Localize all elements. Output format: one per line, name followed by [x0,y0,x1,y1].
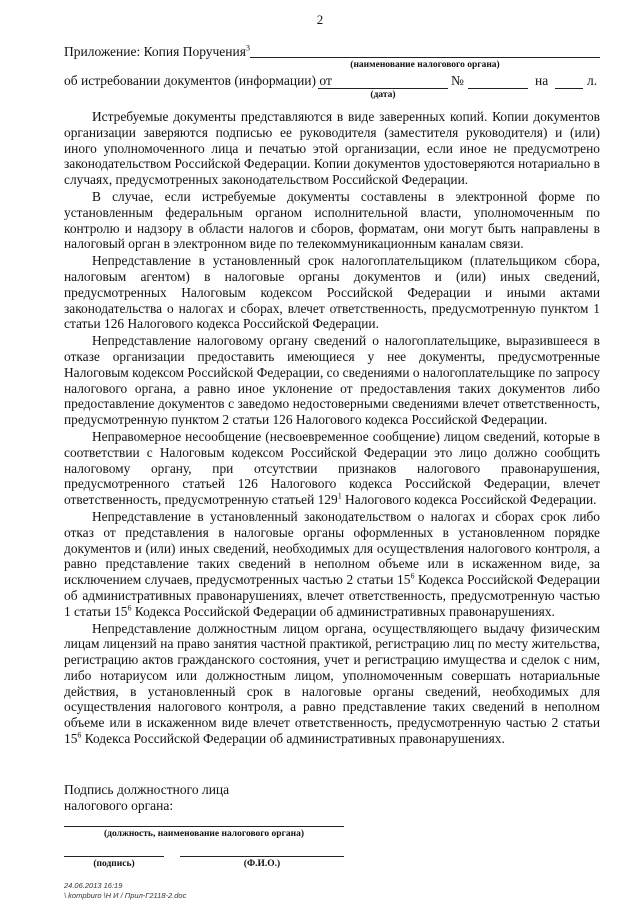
pages-label: л. [587,73,598,88]
paragraph-electronic-form: В случае, если истребуемые документы составлены в электронной форме по установленным федеральным органом исполнительной власти, уполномоченным по контролю и надзору в области налогов и сборов, форматам, они могут быть направлены в налоговый орган в электронном виде по телекоммуникационным каналам связи. [64,188,600,252]
paragraph-non-submission-15-6-1 [64,509,600,620]
full-name-line [180,856,344,857]
full-name-caption: (Ф.И.О.) [243,859,281,869]
signature-label-line1: Подпись должностного лица [64,782,230,797]
date-line [318,88,448,89]
signature-line [64,856,164,857]
paragraph-official-non-submission-15-6-2 [64,621,600,747]
appendix-label-text: Приложение: Копия Поручения [64,44,246,59]
request-label: об истребовании документов (информации) от [64,73,332,88]
position-line [64,826,344,827]
date-caption: (дата) [370,90,396,100]
p6-text-c: Кодекса Российской Федерации об административных правонарушениях. [131,603,555,619]
on-label: на [535,73,549,88]
footer-file-path: \ kompburo \Н И / Прил-Г2118-2.doc [64,891,187,900]
p5-text-b: Налогового кодекса Российской Федерации. [341,492,597,508]
tax-authority-caption: (наименование налогового органа) [350,60,500,70]
p5-text-a: Неправомерное несообщение (несвоевременное сообщение) лицом сведений, которые в соответствии с Налоговым кодексом Российской Федерации это лицо должно сообщить налоговому органу, при отсутствии признаков налогового правонарушения, предусмотренного статьей 126 Налогового кодекса Российской Федерации, влечет ответственность, предусмотренную статьей 129 [64,428,600,508]
number-line [468,88,528,89]
paragraph-non-reporting-129-1 [64,429,600,508]
tax-authority-line [250,57,600,58]
document-body [64,109,600,748]
p7-text-b: Кодекса Российской Федерации об административных правонарушениях. [81,731,505,747]
signature-label-line2: налогового органа: [64,798,174,813]
paragraph-non-submission-126-2: Непредставление налоговому органу сведений о налогоплательщике, выразившееся в отказе организации предоставить имеющиеся у нее документы, предусмотренные Налоговым кодексом Российской Федерации, со сведениями о налогоплательщике по запросу налогового органа, а равно иное уклонение от предоставления таких документов либо предоставление документов с заведомо недостоверными сведениями влечет ответственность, предусмотренную пунктом 2 статьи 126 Налогового кодекса Российской Федерации. [64,333,600,428]
paragraph-certified-copies: Истребуемые документы представляются в виде заверенных копий. Копии документов организации заверяются подписью ее руководителя (заместителя руководителя) и (или) иного уполномоченного лица и печатью этой организации, если иное не предусмотрено законодательством Российской Федерации. Копии документов удостоверяются нотариально в случаях, предусмотренных законодательством Российской Федерации. [64,109,600,188]
position-caption: (должность, наименование налогового органа) [104,829,304,839]
appendix-label [64,44,250,60]
p7-superscript: 6 [77,730,82,740]
p6-text-a: Непредставление в установленный законодательством о налогах и сборах срок либо отказ от представления в налоговые органы оформленных в установленном порядке документов и (или) иных сведений, необходимых для осуществления налогового контроля, а равно представление таких сведений в неполном объеме или в искаженном виде, за исключением случаев, предусмотренных частью 2 статьи 15 [64,508,600,588]
page-number: 2 [316,12,324,27]
pages-count-line [555,88,583,89]
number-label: № [451,73,464,88]
p7-text-a: Непредставление должностным лицом органа, осуществляющего выдачу физическим лицам лицензий на право занятия частной практикой, регистрацию лиц по месту жительства, регистрацию актов гражданского состояния, учет и регистрацию имущества и сделок с ним, либо нотариусом или должностным лицом, уполномоченным совершать нотариальные действия, в установленный срок в налоговые органы сведений, необходимых для осуществления налогового контроля, а равно представление таких сведений в неполном объеме или в искаженном виде влечет ответственность, предусмотренную частью 2 статьи 15 [64,620,600,747]
p6-superscript-1: 6 [410,571,415,581]
footer-timestamp: 24.06.2013 16:19 [64,881,123,890]
p6-superscript-2: 6 [127,603,132,613]
p5-superscript: 1 [337,491,342,501]
paragraph-non-submission-126-1: Непредставление в установленный срок налогоплательщиком (плательщиком сбора, налоговым агентом) в налоговые органы документов и (или) иных сведений, предусмотренных Налоговым кодексом Российской Федерации и иными актами законодательства о налогах и сборах, влечет ответственность, предусмотренную пунктом 1 статьи 126 Налогового кодекса Российской Федерации. [64,253,600,332]
appendix-footnote-mark: 3 [245,43,250,53]
p6-text-b: Кодекса Российской Федерации об административных правонарушениях, влечет ответственность, предусмотренную частью 1 статьи 15 [64,572,600,619]
signature-caption: (подпись) [93,859,135,869]
